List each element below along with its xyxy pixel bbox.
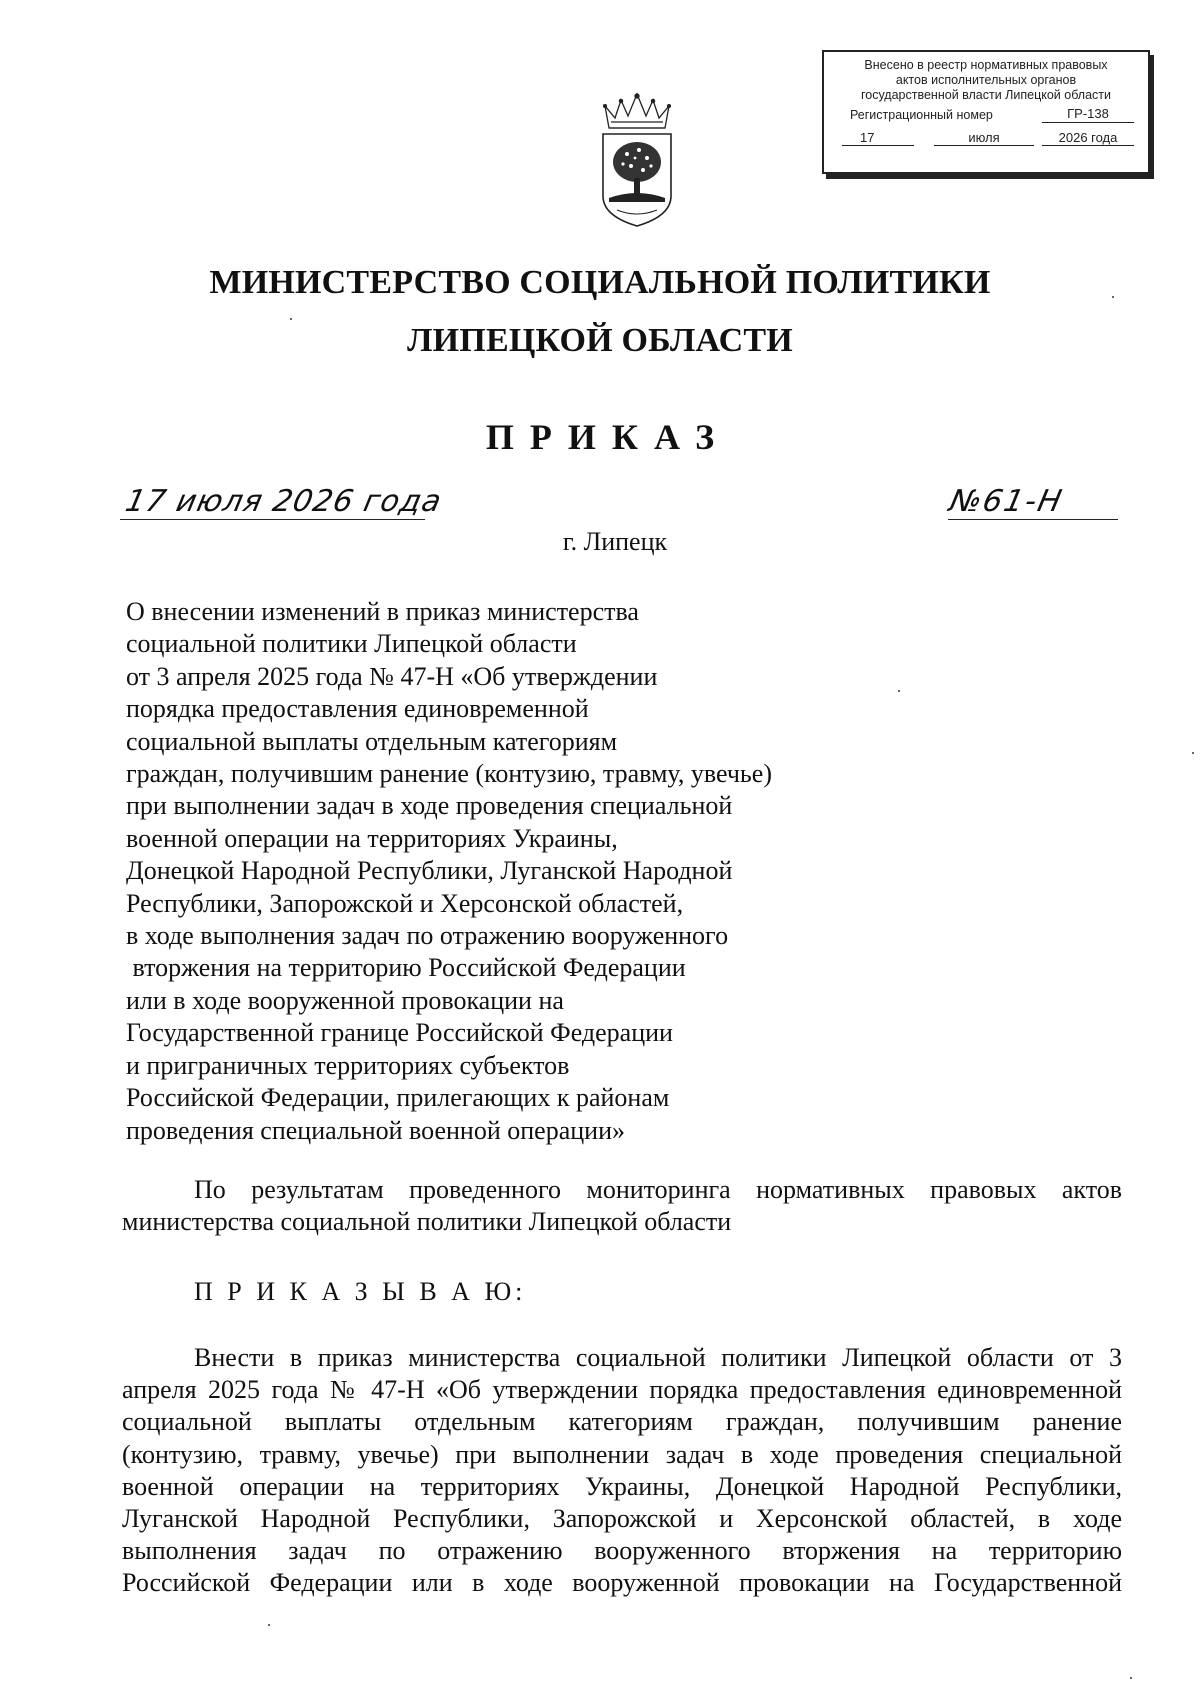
subject-line: порядка предоставления единовременной	[126, 694, 589, 724]
subject-line: в ходе выполнения задач по отражению вооруженного	[126, 921, 729, 951]
registration-stamp	[822, 50, 1150, 174]
stamp-line-3: государственной власти Липецкой области	[860, 88, 1112, 102]
scan-speck	[268, 1624, 270, 1626]
main-line: военной операции на территориях Украины, Донецкой Народной Республики,	[122, 1471, 1122, 1501]
subject-line: социальной выплаты отдельным категориям	[126, 726, 618, 756]
main-line: Луганской Народной Республики, Запорожской и Херсонской областей, в ходе	[122, 1504, 1122, 1534]
scan-speck	[290, 318, 292, 320]
date-underline	[120, 519, 425, 520]
scan-speck	[1192, 752, 1194, 754]
ministry-name-line2: ЛИПЕЦКОЙ ОБЛАСТИ	[407, 322, 793, 359]
subject-line: проведения специальной военной операции»	[126, 1115, 625, 1145]
subject-line: социальной политики Липецкой области	[126, 629, 577, 659]
subject-line: Государственной границе Российской Федерации	[126, 1018, 673, 1048]
main-line: (контузию, травму, увечье) при выполнении задач в ходе проведения специальной	[122, 1439, 1122, 1469]
main-paragraph	[122, 1342, 1122, 1600]
subject-line: Республики, Запорожской и Херсонской областей,	[126, 888, 684, 918]
document-type: ПРИКАЗ	[485, 417, 731, 457]
handwritten-date: 17 июля 2026 года	[122, 484, 446, 519]
stamp-date-row	[834, 130, 1138, 150]
subject-line: военной операции на территориях Украины,	[126, 823, 618, 853]
stamp-year: 2026 года	[1042, 130, 1134, 146]
stamp-reg-label: Регистрационный номер	[850, 108, 993, 122]
main-line: социальной выплаты отдельным категориям граждан, получившим ранение	[122, 1407, 1122, 1437]
subject-line: Российской Федерации, прилегающих к районам	[126, 1083, 670, 1113]
subject-line: и приграничных территориях субъектов	[126, 1050, 570, 1080]
scan-speck	[1112, 296, 1114, 298]
stamp-day: 17	[842, 130, 914, 146]
preamble-paragraph	[122, 1174, 1122, 1238]
subject-line: О внесении изменений в приказ министерства	[126, 597, 639, 626]
main-line: выполнения задач по отражению вооруженного вторжения на территорию	[122, 1536, 1122, 1566]
coat-of-arms-icon	[595, 92, 679, 228]
main-line: Внести в приказ министерства социальной политики Липецкой области от 3	[194, 1343, 1122, 1372]
subject-line: вторжения на территорию Российской Федерации	[126, 953, 686, 983]
ministry-name-line1: МИНИСТЕРСТВО СОЦИАЛЬНОЙ ПОЛИТИКИ	[209, 264, 991, 301]
preamble-line: министерства социальной политики Липецкой области	[122, 1207, 732, 1237]
handwritten-number: №61-Н	[946, 484, 1067, 519]
subject-line: от 3 апреля 2025 года № 47-Н «Об утверждении	[126, 661, 658, 691]
main-line: апреля 2025 года № 47-Н «Об утверждении порядка предоставления единовременной	[122, 1375, 1122, 1405]
number-underline	[948, 519, 1118, 520]
stamp-line-1: Внесено в реестр нормативных правовых	[864, 58, 1108, 72]
stamp-reg-number: ГР-138	[1042, 106, 1134, 123]
scan-speck	[898, 690, 900, 692]
stamp-line-2: актов исполнительных органов	[895, 73, 1077, 87]
scan-speck	[1130, 1677, 1132, 1679]
main-line: Российской Федерации или в ходе вооруженной провокации на Государственной	[122, 1568, 1122, 1598]
subject-line: или в ходе вооруженной провокации на	[126, 985, 564, 1015]
preamble-line: По результатам проведенного мониторинга нормативных правовых актов	[194, 1175, 1122, 1204]
document-subject	[126, 596, 886, 1147]
subject-line: граждан, получившим ранение (контузию, травму, увечье)	[126, 759, 772, 789]
stamp-reg-row	[834, 106, 1138, 126]
subject-line: при выполнении задач в ходе проведения специальной	[126, 791, 733, 821]
order-word: П Р И К А З Ы В А Ю:	[194, 1277, 527, 1306]
stamp-month: июля	[934, 130, 1034, 146]
subject-line: Донецкой Народной Республики, Луганской Народной	[126, 856, 733, 886]
city: г. Липецк	[562, 527, 668, 556]
